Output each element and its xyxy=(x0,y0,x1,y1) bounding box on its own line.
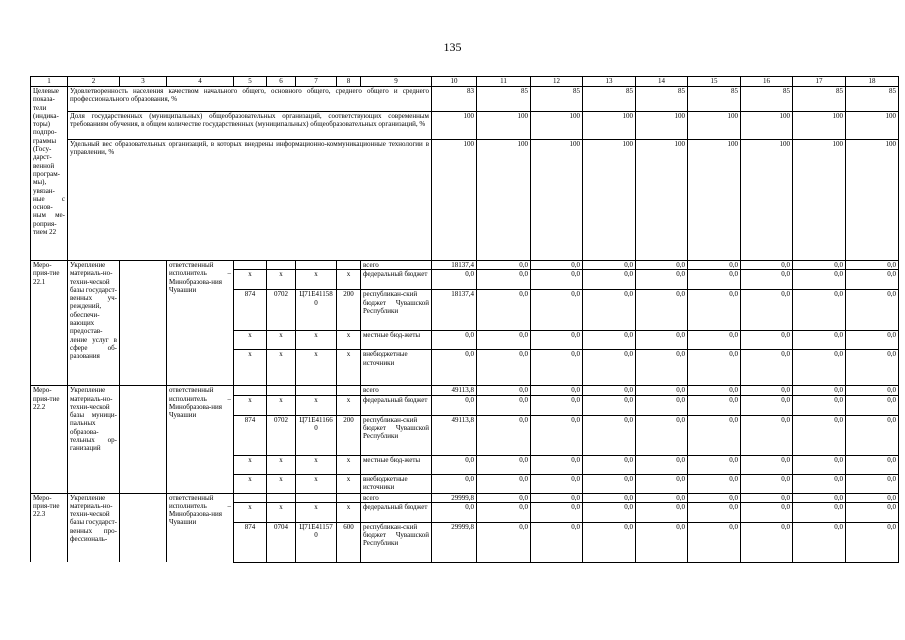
funding-value: 0,0 xyxy=(432,270,477,290)
code-expense: x xyxy=(337,474,361,493)
indicator-value: 100 xyxy=(583,112,636,140)
funding-source: федеральный бюджет xyxy=(361,395,432,415)
indicator-row xyxy=(31,140,899,261)
funding-value: 0,0 xyxy=(636,270,688,290)
header-cell: 15 xyxy=(688,77,741,87)
funding-value: 0,0 xyxy=(793,261,846,270)
code-grbs: x xyxy=(234,331,267,350)
funding-value: 0,0 xyxy=(793,455,846,474)
header-cell: 6 xyxy=(267,77,296,87)
code-grbs: x xyxy=(234,270,267,290)
funding-value: 0,0 xyxy=(477,261,531,270)
funding-value: 0,0 xyxy=(846,395,899,415)
funding-value: 0,0 xyxy=(741,502,793,522)
page-number: 135 xyxy=(443,40,462,54)
code-expense: x xyxy=(337,270,361,290)
code-section: x xyxy=(267,270,296,290)
funding-value: 0,0 xyxy=(583,455,636,474)
funding-value: 0,0 xyxy=(583,386,636,395)
code-grbs xyxy=(234,493,267,502)
code-grbs xyxy=(234,261,267,270)
funding-value: 0,0 xyxy=(793,522,846,562)
indicator-value: 85 xyxy=(531,87,583,112)
indicator-value: 100 xyxy=(688,140,741,261)
funding-value: 0,0 xyxy=(477,350,531,386)
funding-value: 0,0 xyxy=(741,522,793,562)
funding-value: 0,0 xyxy=(793,331,846,350)
funding-value: 0,0 xyxy=(741,261,793,270)
funding-value: 0,0 xyxy=(741,331,793,350)
code-section: 0702 xyxy=(267,290,296,331)
funding-value: 0,0 xyxy=(793,350,846,386)
funding-value: 0,0 xyxy=(741,386,793,395)
indicator-row xyxy=(31,112,899,140)
funding-value: 0,0 xyxy=(477,474,531,493)
indicator-value: 85 xyxy=(636,87,688,112)
code-grbs: x xyxy=(234,350,267,386)
indicator-value: 100 xyxy=(793,112,846,140)
funding-value: 0,0 xyxy=(636,474,688,493)
indicator-text: Удельный вес образовательных организаций, в которых внедрены информационно-коммуникационные технологии в управлении, % xyxy=(68,140,432,261)
code-expense xyxy=(337,261,361,270)
funding-value: 0,0 xyxy=(583,270,636,290)
indicator-text: Доля государственных (муниципальных) общеобразовательных организаций, соответствующих современным требованиям обучения, в общем количестве государственных (муниципальных) общеобразовательных организаций, % xyxy=(68,112,432,140)
funding-value: 0,0 xyxy=(793,395,846,415)
funding-value: 0,0 xyxy=(688,522,741,562)
code-target: x xyxy=(296,502,337,522)
code-section xyxy=(267,386,296,395)
funding-value: 0,0 xyxy=(477,493,531,502)
funding-value: 0,0 xyxy=(432,455,477,474)
funding-value: 0,0 xyxy=(531,270,583,290)
measure-name: Укрепление материаль-но-техни-ческой базы муници-пальных образова-тельных ор-ганизаций xyxy=(68,386,120,493)
funding-source: всего xyxy=(361,386,432,395)
funding-source: республикан-ский бюджет Чувашской Республики xyxy=(361,522,432,562)
funding-value: 0,0 xyxy=(477,270,531,290)
indicator-value: 100 xyxy=(531,112,583,140)
header-cell: 1 xyxy=(31,77,68,87)
funding-value: 0,0 xyxy=(793,270,846,290)
funding-value: 0,0 xyxy=(793,386,846,395)
funding-value: 0,0 xyxy=(741,350,793,386)
funding-value: 0,0 xyxy=(531,502,583,522)
funding-value: 29999,8 xyxy=(432,493,477,502)
funding-value: 18137,4 xyxy=(432,261,477,270)
funding-value: 0,0 xyxy=(531,261,583,270)
funding-value: 0,0 xyxy=(583,502,636,522)
header-cell: 13 xyxy=(583,77,636,87)
measure-responsible: ответственный исполнитель – Минобразова-ния Чувашии xyxy=(167,386,234,493)
funding-value: 49113,8 xyxy=(432,386,477,395)
code-expense: x xyxy=(337,502,361,522)
code-target xyxy=(296,261,337,270)
funding-source: республикан-ский бюджет Чувашской Республики xyxy=(361,290,432,331)
funding-value: 0,0 xyxy=(793,493,846,502)
measure-responsible: ответственный исполнитель – Минобразова-ния Чувашии xyxy=(167,261,234,386)
measure-name: Укрепление материаль-но-техни-ческой базы государст-венных про-фессиональ- xyxy=(68,493,120,562)
code-expense: 200 xyxy=(337,415,361,455)
funding-value: 0,0 xyxy=(793,502,846,522)
funding-value: 0,0 xyxy=(741,474,793,493)
measure-name: Укрепление материаль-но-техни-ческой базы государст-венных уч-реждений, обеспечи-вающих предостав-ление услуг в сфере об-разования xyxy=(68,261,120,386)
funding-value: 0,0 xyxy=(636,290,688,331)
code-section: x xyxy=(267,502,296,522)
indicator-value: 100 xyxy=(688,112,741,140)
funding-value: 0,0 xyxy=(477,395,531,415)
code-expense: x xyxy=(337,350,361,386)
header-cell: 16 xyxy=(741,77,793,87)
header-cell: 5 xyxy=(234,77,267,87)
code-grbs: x xyxy=(234,474,267,493)
funding-value: 0,0 xyxy=(688,395,741,415)
funding-value: 0,0 xyxy=(688,261,741,270)
funding-value: 0,0 xyxy=(688,386,741,395)
measure-col3 xyxy=(120,493,167,562)
funding-value: 29999,8 xyxy=(432,522,477,562)
header-cell: 4 xyxy=(167,77,234,87)
measure-row xyxy=(31,261,899,270)
funding-value: 0,0 xyxy=(636,261,688,270)
code-grbs xyxy=(234,386,267,395)
code-expense: x xyxy=(337,455,361,474)
indicator-value: 85 xyxy=(583,87,636,112)
code-target: x xyxy=(296,395,337,415)
code-expense: x xyxy=(337,395,361,415)
indicator-value: 100 xyxy=(432,140,477,261)
funding-value: 0,0 xyxy=(477,522,531,562)
funding-value: 0,0 xyxy=(477,290,531,331)
funding-value: 0,0 xyxy=(477,386,531,395)
funding-value: 0,0 xyxy=(636,502,688,522)
funding-value: 0,0 xyxy=(793,474,846,493)
funding-value: 0,0 xyxy=(688,415,741,455)
funding-value: 0,0 xyxy=(636,395,688,415)
code-target: x xyxy=(296,270,337,290)
header-cell: 12 xyxy=(531,77,583,87)
funding-value: 49113,8 xyxy=(432,415,477,455)
table-body xyxy=(31,77,899,563)
indicator-row xyxy=(31,87,899,112)
funding-value: 0,0 xyxy=(531,290,583,331)
funding-value: 0,0 xyxy=(688,502,741,522)
funding-value: 0,0 xyxy=(531,474,583,493)
code-grbs: x xyxy=(234,502,267,522)
indicator-value: 100 xyxy=(741,140,793,261)
funding-value: 0,0 xyxy=(793,290,846,331)
funding-value: 0,0 xyxy=(741,395,793,415)
funding-value: 0,0 xyxy=(531,415,583,455)
funding-value: 0,0 xyxy=(531,331,583,350)
funding-value: 0,0 xyxy=(531,386,583,395)
funding-value: 0,0 xyxy=(741,270,793,290)
funding-value: 0,0 xyxy=(846,415,899,455)
code-expense xyxy=(337,386,361,395)
funding-source: местные бюд-жеты xyxy=(361,331,432,350)
budget-table xyxy=(30,76,899,563)
funding-value: 0,0 xyxy=(846,350,899,386)
code-expense: x xyxy=(337,331,361,350)
code-target: x xyxy=(296,331,337,350)
funding-value: 0,0 xyxy=(583,415,636,455)
indicator-value: 100 xyxy=(636,112,688,140)
funding-value: 0,0 xyxy=(583,290,636,331)
code-target: Ц71Е411660 xyxy=(296,415,337,455)
funding-value: 0,0 xyxy=(846,455,899,474)
indicator-value: 100 xyxy=(583,140,636,261)
indicator-value: 100 xyxy=(531,140,583,261)
code-section: 0702 xyxy=(267,415,296,455)
funding-value: 0,0 xyxy=(846,493,899,502)
funding-source: местные бюд-жеты xyxy=(361,455,432,474)
funding-value: 0,0 xyxy=(531,395,583,415)
indicator-value: 85 xyxy=(477,87,531,112)
funding-value: 0,0 xyxy=(432,350,477,386)
code-target xyxy=(296,386,337,395)
measure-responsible: ответственный исполнитель – Минобразова-ния Чувашии xyxy=(167,493,234,562)
funding-value: 0,0 xyxy=(688,290,741,331)
code-target: x xyxy=(296,474,337,493)
indicator-value: 85 xyxy=(793,87,846,112)
header-cell: 3 xyxy=(120,77,167,87)
header-cell: 7 xyxy=(296,77,337,87)
code-grbs: 874 xyxy=(234,290,267,331)
funding-value: 0,0 xyxy=(846,502,899,522)
indicator-value: 85 xyxy=(846,87,899,112)
funding-value: 0,0 xyxy=(846,270,899,290)
funding-value: 0,0 xyxy=(583,350,636,386)
funding-value: 18137,4 xyxy=(432,290,477,331)
code-section: x xyxy=(267,395,296,415)
funding-value: 0,0 xyxy=(688,493,741,502)
indicator-value: 100 xyxy=(477,140,531,261)
header-cell: 9 xyxy=(361,77,432,87)
funding-value: 0,0 xyxy=(477,455,531,474)
indicator-value: 100 xyxy=(741,112,793,140)
funding-source: всего xyxy=(361,261,432,270)
funding-source: всего xyxy=(361,493,432,502)
indicator-value: 100 xyxy=(846,112,899,140)
header-cell: 18 xyxy=(846,77,899,87)
funding-value: 0,0 xyxy=(846,261,899,270)
funding-value: 0,0 xyxy=(636,415,688,455)
measure-row xyxy=(31,493,899,502)
header-cell: 10 xyxy=(432,77,477,87)
header-cell: 11 xyxy=(477,77,531,87)
funding-value: 0,0 xyxy=(477,331,531,350)
funding-value: 0,0 xyxy=(846,522,899,562)
funding-value: 0,0 xyxy=(741,455,793,474)
measure-row xyxy=(31,386,899,395)
funding-value: 0,0 xyxy=(583,331,636,350)
funding-value: 0,0 xyxy=(432,395,477,415)
code-target: x xyxy=(296,350,337,386)
funding-value: 0,0 xyxy=(583,261,636,270)
code-section: x xyxy=(267,331,296,350)
funding-value: 0,0 xyxy=(846,290,899,331)
measure-label: Меро-прия-тие 22.3 xyxy=(31,493,68,562)
header-cell: 14 xyxy=(636,77,688,87)
header-row xyxy=(31,77,899,87)
funding-source: федеральный бюджет xyxy=(361,502,432,522)
measure-label: Меро-прия-тие 22.2 xyxy=(31,386,68,493)
code-grbs: 874 xyxy=(234,415,267,455)
funding-value: 0,0 xyxy=(688,350,741,386)
funding-source: федеральный бюджет xyxy=(361,270,432,290)
header-cell: 2 xyxy=(68,77,120,87)
code-grbs: 874 xyxy=(234,522,267,562)
funding-value: 0,0 xyxy=(846,386,899,395)
funding-value: 0,0 xyxy=(741,415,793,455)
code-target xyxy=(296,493,337,502)
funding-value: 0,0 xyxy=(846,331,899,350)
header-cell: 8 xyxy=(337,77,361,87)
code-expense xyxy=(337,493,361,502)
funding-value: 0,0 xyxy=(531,522,583,562)
funding-value: 0,0 xyxy=(636,493,688,502)
funding-value: 0,0 xyxy=(636,331,688,350)
code-section xyxy=(267,493,296,502)
funding-value: 0,0 xyxy=(793,415,846,455)
funding-value: 0,0 xyxy=(741,290,793,331)
funding-source: республикан-ский бюджет Чувашской Республики xyxy=(361,415,432,455)
funding-value: 0,0 xyxy=(741,493,793,502)
funding-value: 0,0 xyxy=(846,474,899,493)
code-section: x xyxy=(267,350,296,386)
indicator-value: 85 xyxy=(741,87,793,112)
code-expense: 600 xyxy=(337,522,361,562)
measure-col3 xyxy=(120,386,167,493)
code-section: x xyxy=(267,455,296,474)
code-expense: 200 xyxy=(337,290,361,331)
funding-value: 0,0 xyxy=(477,415,531,455)
code-target: Ц71Е411570 xyxy=(296,522,337,562)
funding-value: 0,0 xyxy=(432,331,477,350)
funding-value: 0,0 xyxy=(531,350,583,386)
code-grbs: x xyxy=(234,395,267,415)
indicator-value: 100 xyxy=(793,140,846,261)
indicators-label: Целевые показа-тели (индика-торы) подпро-граммы (Госу-дарст-венной програм-мы), увязан-ные с основ-ным ме-роприя-тием 22 xyxy=(31,87,68,261)
funding-value: 0,0 xyxy=(531,455,583,474)
funding-value: 0,0 xyxy=(531,493,583,502)
funding-value: 0,0 xyxy=(636,455,688,474)
funding-value: 0,0 xyxy=(583,522,636,562)
funding-value: 0,0 xyxy=(688,455,741,474)
funding-value: 0,0 xyxy=(477,502,531,522)
code-target: Ц71Е411580 xyxy=(296,290,337,331)
indicator-value: 100 xyxy=(477,112,531,140)
funding-value: 0,0 xyxy=(583,474,636,493)
measure-label: Меро-прия-тие 22.1 xyxy=(31,261,68,386)
indicator-value: 100 xyxy=(846,140,899,261)
indicator-value: 83 xyxy=(432,87,477,112)
code-section: 0704 xyxy=(267,522,296,562)
indicator-text: Удовлетворенность населения качеством начального общего, основного общего, среднего общего и среднего профессионального образования, % xyxy=(68,87,432,112)
funding-value: 0,0 xyxy=(688,331,741,350)
funding-value: 0,0 xyxy=(636,522,688,562)
indicator-value: 85 xyxy=(688,87,741,112)
funding-value: 0,0 xyxy=(432,474,477,493)
funding-value: 0,0 xyxy=(636,350,688,386)
code-grbs: x xyxy=(234,455,267,474)
funding-value: 0,0 xyxy=(583,395,636,415)
indicator-value: 100 xyxy=(636,140,688,261)
funding-value: 0,0 xyxy=(432,502,477,522)
code-section xyxy=(267,261,296,270)
header-cell: 17 xyxy=(793,77,846,87)
funding-value: 0,0 xyxy=(688,474,741,493)
funding-source: внебюджетные источники xyxy=(361,474,432,493)
code-section: x xyxy=(267,474,296,493)
measure-col3 xyxy=(120,261,167,386)
funding-value: 0,0 xyxy=(688,270,741,290)
code-target: x xyxy=(296,455,337,474)
indicator-value: 100 xyxy=(432,112,477,140)
funding-source: внебюджетные источники xyxy=(361,350,432,386)
funding-value: 0,0 xyxy=(636,386,688,395)
funding-value: 0,0 xyxy=(583,493,636,502)
